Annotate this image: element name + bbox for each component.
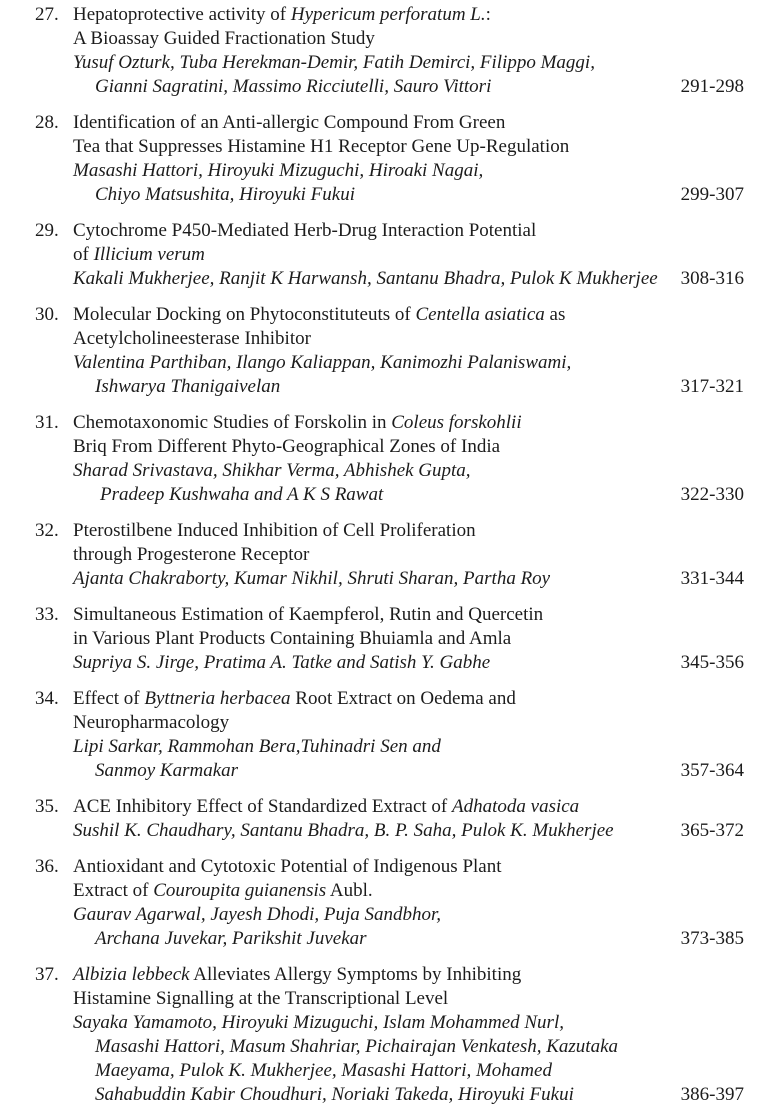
- title-segment: Pterostilbene Induced Inhibition of Cell Proliferation: [73, 520, 476, 541]
- page-range: 308-316: [680, 268, 744, 289]
- toc-line: [0, 627, 780, 651]
- title-segment: ACE Inhibitory Effect of Standardized Extract of: [73, 796, 452, 817]
- toc-line: [0, 243, 780, 267]
- article-title-line: [73, 111, 505, 135]
- toc-line: [0, 51, 780, 75]
- authors-line: Lipi Sarkar, Rammohan Bera,Tuhinadri Sen and: [73, 736, 441, 757]
- title-segment: Cytochrome P450-Mediated Herb-Drug Interaction Potential: [73, 220, 537, 241]
- toc-line: [0, 963, 780, 987]
- toc-line: [0, 735, 780, 759]
- page-range: 357-364: [680, 760, 744, 781]
- authors-line: Valentina Parthiban, Ilango Kaliappan, Kanimozhi Palaniswami,: [73, 352, 572, 373]
- entry-number: 31.: [35, 412, 59, 433]
- authors-line: Sayaka Yamamoto, Hiroyuki Mizuguchi, Islam Mohammed Nurl,: [73, 1012, 564, 1033]
- toc-line: [0, 267, 780, 291]
- toc-entry: [0, 855, 780, 951]
- title-segment: Identification of an Anti-allergic Compound From Green: [73, 112, 506, 133]
- toc-line: [0, 1083, 780, 1107]
- toc-line: [0, 711, 780, 735]
- title-segment: through Progesterone Receptor: [73, 544, 310, 565]
- entry-number: 28.: [35, 112, 59, 133]
- authors-line: Supriya S. Jirge, Pratima A. Tatke and Satish Y. Gabhe: [73, 652, 491, 673]
- authors-line: Gaurav Agarwal, Jayesh Dhodi, Puja Sandbhor,: [73, 904, 442, 925]
- toc-line: [0, 795, 780, 819]
- title-segment: Root Extract on Oedema and: [290, 688, 516, 709]
- authors-line: Sahabuddin Kabir Choudhuri, Noriaki Takeda, Hiroyuki Fukui: [95, 1084, 574, 1105]
- article-title-line: [73, 519, 476, 543]
- table-of-contents: [0, 3, 780, 1119]
- title-segment: Simultaneous Estimation of Kaempferol, Rutin and Quercetin: [73, 604, 544, 625]
- toc-entry: [0, 219, 780, 291]
- title-segment: Alleviates Allergy Symptoms by Inhibiting: [189, 964, 522, 985]
- toc-line: [0, 219, 780, 243]
- toc-line: [0, 759, 780, 783]
- entry-number: 35.: [35, 796, 59, 817]
- entry-number: 30.: [35, 304, 59, 325]
- page-range: 386-397: [680, 1084, 744, 1105]
- title-segment: Briq From Different Phyto-Geographical Zones of India: [73, 436, 501, 457]
- title-segment: :: [485, 4, 491, 25]
- title-segment: Molecular Docking on Phytoconstituteuts of: [73, 304, 416, 325]
- toc-line: [0, 603, 780, 627]
- toc-line: [0, 3, 780, 27]
- page-range: 373-385: [680, 928, 744, 949]
- title-segment: Adhatoda vasica: [452, 796, 580, 817]
- entry-number: 27.: [35, 4, 59, 25]
- authors-line: Maeyama, Pulok K. Mukherjee, Masashi Hattori, Mohamed: [95, 1060, 552, 1081]
- article-title-line: [73, 795, 579, 819]
- authors-line: Ajanta Chakraborty, Kumar Nikhil, Shruti Sharan, Partha Roy: [73, 568, 551, 589]
- title-segment: Albizia lebbeck: [73, 964, 190, 985]
- authors-line: Sanmoy Karmakar: [95, 760, 239, 781]
- toc-entry: [0, 963, 780, 1107]
- title-segment: Byttneria herbacea: [144, 688, 291, 709]
- title-segment: Couroupita guianensis: [153, 880, 327, 901]
- article-title-line: [73, 603, 543, 627]
- page-range: 345-356: [680, 652, 744, 673]
- toc-line: [0, 1059, 780, 1083]
- toc-entry: [0, 303, 780, 399]
- title-segment: Effect of: [73, 688, 145, 709]
- article-title-line: [73, 3, 491, 27]
- authors-line: Archana Juvekar, Parikshit Juvekar: [95, 928, 367, 949]
- toc-line: [0, 159, 780, 183]
- article-title-line: [73, 135, 569, 159]
- page-range: 291-298: [680, 76, 744, 97]
- toc-line: [0, 327, 780, 351]
- article-title-line: [73, 879, 373, 903]
- toc-line: [0, 111, 780, 135]
- authors-line: Masashi Hattori, Masum Shahriar, Pichairajan Venkatesh, Kazutaka: [95, 1036, 619, 1057]
- title-segment: Illicium verum: [93, 244, 205, 265]
- entry-number: 37.: [35, 964, 59, 985]
- toc-entry: [0, 411, 780, 507]
- article-title-line: [73, 303, 565, 327]
- authors-line: Pradeep Kushwaha and A K S Rawat: [100, 484, 384, 505]
- title-segment: Acetylcholineesterase Inhibitor: [73, 328, 311, 349]
- title-segment: Centella asiatica: [415, 304, 545, 325]
- article-title-line: [73, 987, 448, 1011]
- title-segment: Hepatoprotective activity of: [73, 4, 291, 25]
- article-title-line: [73, 627, 511, 651]
- toc-line: [0, 27, 780, 51]
- title-segment: Antioxidant and Cytotoxic Potential of Indigenous Plant: [73, 856, 502, 877]
- page-range: 365-372: [680, 820, 744, 841]
- authors-line: Kakali Mukherjee, Ranjit K Harwansh, Santanu Bhadra, Pulok K Mukherjee: [73, 268, 658, 289]
- title-segment: Histamine Signalling at the Transcriptional Level: [73, 988, 449, 1009]
- title-segment: A Bioassay Guided Fractionation Study: [73, 28, 375, 49]
- entry-number: 34.: [35, 688, 59, 709]
- toc-line: [0, 651, 780, 675]
- article-title-line: [73, 543, 309, 567]
- article-title-line: [73, 411, 522, 435]
- toc-line: [0, 375, 780, 399]
- page-range: 299-307: [680, 184, 744, 205]
- entry-number: 36.: [35, 856, 59, 877]
- toc-line: [0, 543, 780, 567]
- article-title-line: [73, 219, 536, 243]
- toc-entry: [0, 795, 780, 843]
- toc-line: [0, 903, 780, 927]
- toc-line: [0, 483, 780, 507]
- title-segment: Hypericum perforatum L.: [290, 4, 486, 25]
- toc-line: [0, 303, 780, 327]
- page-range: 317-321: [680, 376, 744, 397]
- authors-line: Sushil K. Chaudhary, Santanu Bhadra, B. P. Saha, Pulok K. Mukherjee: [73, 820, 614, 841]
- article-title-line: [73, 711, 229, 735]
- authors-line: Chiyo Matsushita, Hiroyuki Fukui: [95, 184, 355, 205]
- title-segment: Aubl.: [326, 880, 373, 901]
- authors-line: Sharad Srivastava, Shikhar Verma, Abhishek Gupta,: [73, 460, 471, 481]
- toc-line: [0, 519, 780, 543]
- toc-line: [0, 1011, 780, 1035]
- toc-line: [0, 183, 780, 207]
- toc-line: [0, 879, 780, 903]
- page-range: 322-330: [680, 484, 744, 505]
- authors-line: Yusuf Ozturk, Tuba Herekman-Demir, Fatih Demirci, Filippo Maggi,: [73, 52, 595, 73]
- toc-entry: [0, 603, 780, 675]
- toc-line: [0, 819, 780, 843]
- title-segment: in Various Plant Products Containing Bhuiamla and Amla: [73, 628, 512, 649]
- title-segment: Chemotaxonomic Studies of Forskolin in: [73, 412, 392, 433]
- toc-entry: [0, 687, 780, 783]
- article-title-line: [73, 327, 311, 351]
- toc-line: [0, 351, 780, 375]
- toc-line: [0, 687, 780, 711]
- title-segment: Extract of: [73, 880, 154, 901]
- toc-entry: [0, 3, 780, 99]
- toc-line: [0, 855, 780, 879]
- toc-line: [0, 927, 780, 951]
- authors-line: Gianni Sagratini, Massimo Ricciutelli, Sauro Vittori: [95, 76, 492, 97]
- toc-line: [0, 135, 780, 159]
- toc-line: [0, 567, 780, 591]
- article-title-line: [73, 855, 502, 879]
- title-segment: of: [73, 244, 94, 265]
- article-title-line: [73, 27, 375, 51]
- entry-number: 29.: [35, 220, 59, 241]
- toc-entry: [0, 519, 780, 591]
- article-title-line: [73, 243, 205, 267]
- authors-line: Ishwarya Thanigaivelan: [95, 376, 281, 397]
- article-title-line: [73, 687, 516, 711]
- authors-line: Masashi Hattori, Hiroyuki Mizuguchi, Hiroaki Nagai,: [73, 160, 484, 181]
- title-segment: Neuropharmacology: [73, 712, 230, 733]
- toc-entry: [0, 111, 780, 207]
- page-range: 331-344: [680, 568, 744, 589]
- toc-line: [0, 459, 780, 483]
- article-title-line: [73, 435, 500, 459]
- toc-line: [0, 435, 780, 459]
- article-title-line: [73, 963, 521, 987]
- title-segment: as: [544, 304, 566, 325]
- entry-number: 33.: [35, 604, 59, 625]
- entry-number: 32.: [35, 520, 59, 541]
- title-segment: Tea that Suppresses Histamine H1 Receptor Gene Up-Regulation: [73, 136, 570, 157]
- toc-line: [0, 411, 780, 435]
- toc-line: [0, 987, 780, 1011]
- title-segment: Coleus forskohlii: [391, 412, 522, 433]
- toc-line: [0, 1035, 780, 1059]
- toc-line: [0, 75, 780, 99]
